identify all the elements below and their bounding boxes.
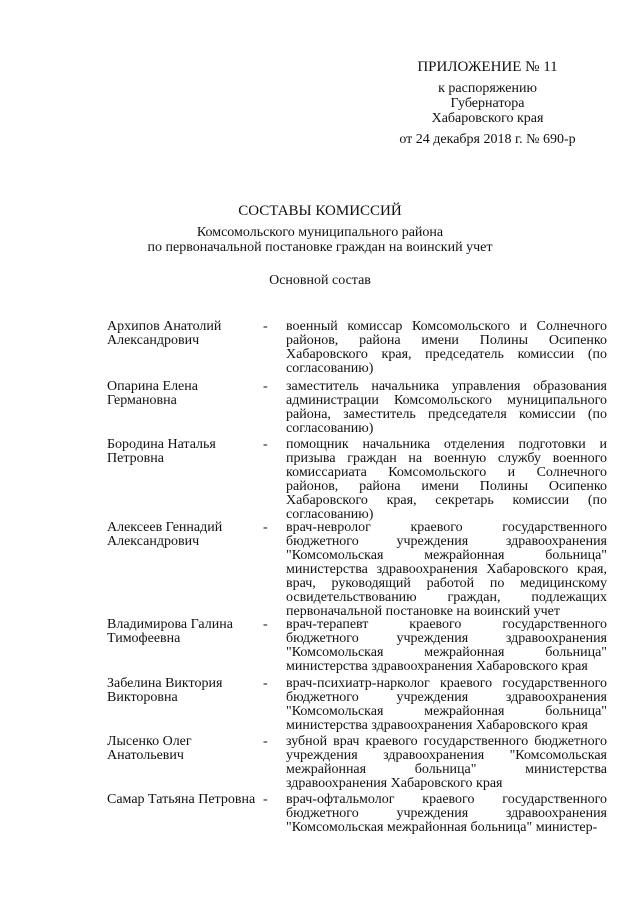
member-role: врач-офтальмолог краевого государственного бюджетного учреждения здравоохранения "Комсомольская межрайонная больница" министер- bbox=[286, 792, 607, 835]
member-name: Самар Татьяна Петровна bbox=[107, 792, 256, 807]
member-role: врач-терапевт краевого государственного бюджетного учреждения здравоохранения "Комсомольская межрайонная больница" министерства здравоохранения Хабаровского края bbox=[286, 617, 607, 674]
dash-separator: - bbox=[263, 319, 268, 334]
dash-separator: - bbox=[263, 676, 268, 691]
member-role: военный комиссар Комсомольского и Солнечного районов, района имени Полины Осипенко Хабаровского края, председатель комиссии (по согласованию) bbox=[286, 319, 607, 376]
dash-separator: - bbox=[263, 617, 268, 632]
member-role: заместитель начальника управления образования администрации Комсомольского муниципального района, заместитель председателя комиссии (по согласованию) bbox=[286, 379, 607, 436]
member-role: врач-психиатр-нарколог краевого государственного бюджетного учреждения здравоохранения "Комсомольская межрайонная больница" министерства здравоохранения Хабаровского края bbox=[286, 676, 607, 733]
dash-separator: - bbox=[263, 437, 268, 452]
member-name: Бородина Наталья Петровна bbox=[107, 437, 216, 466]
member-role: врач-невролог краевого государственного бюджетного учреждения здравоохранения "Комсомольская межрайонная больница" министерства здравоохранения Хабаровского края, врач, руководящий работой по медицинскому освидетельствованию граждан, подлежащих первоначальной постановке на воинский учет bbox=[286, 520, 607, 619]
appendix-date: от 24 декабря 2018 г. № 690-р bbox=[399, 132, 576, 147]
member-name: Опарина Елена Германовна bbox=[107, 379, 198, 408]
member-row bbox=[107, 320, 607, 380]
document-heading bbox=[40, 204, 600, 288]
page-title: СОСТАВЫ КОМИССИЙ bbox=[238, 203, 402, 219]
appendix-line: Губернатора bbox=[450, 96, 525, 111]
member-role: помощник начальника отделения подготовки и призыва граждан на военную службу военного комиссариата Комсомольского и Солнечного районов, района имени Полины Осипенко Хабаровского края, секретарь комиссии (по согласованию) bbox=[286, 437, 607, 522]
dash-separator: - bbox=[263, 792, 268, 807]
appendix-title: ПРИЛОЖЕНИЕ № 11 bbox=[417, 59, 558, 75]
members-list bbox=[107, 320, 607, 835]
member-name: Архипов Анатолий Александрович bbox=[107, 319, 222, 348]
appendix-block bbox=[360, 60, 615, 147]
member-row bbox=[107, 380, 607, 438]
dash-separator: - bbox=[263, 520, 268, 535]
dash-separator: - bbox=[263, 379, 268, 394]
member-row bbox=[107, 735, 607, 793]
member-role: зубной врач краевого государственного бюджетного учреждения здравоохранения "Комсомольская межрайонная больница" министерства здравоохранения Хабаровского края bbox=[286, 734, 607, 791]
member-row bbox=[107, 677, 607, 735]
heading-line: Комсомольского муниципального района bbox=[196, 225, 444, 240]
dash-separator: - bbox=[263, 734, 268, 749]
section-subtitle: Основной состав bbox=[269, 273, 371, 288]
heading-line: по первоначальной постановке граждан на воинский учет bbox=[147, 240, 493, 255]
member-name: Забелина Виктория Викторовна bbox=[107, 676, 223, 705]
appendix-line: Хабаровского края bbox=[431, 111, 544, 126]
member-row bbox=[107, 438, 607, 521]
member-row bbox=[107, 521, 607, 618]
member-name: Алексеев Геннадий Александрович bbox=[107, 520, 223, 549]
member-row bbox=[107, 618, 607, 677]
member-name: Владимирова Галина Тимофеевна bbox=[107, 617, 233, 646]
appendix-line: к распоряжению bbox=[438, 81, 537, 96]
member-row bbox=[107, 793, 607, 835]
member-name: Лысенко Олег Анатольевич bbox=[107, 734, 192, 763]
